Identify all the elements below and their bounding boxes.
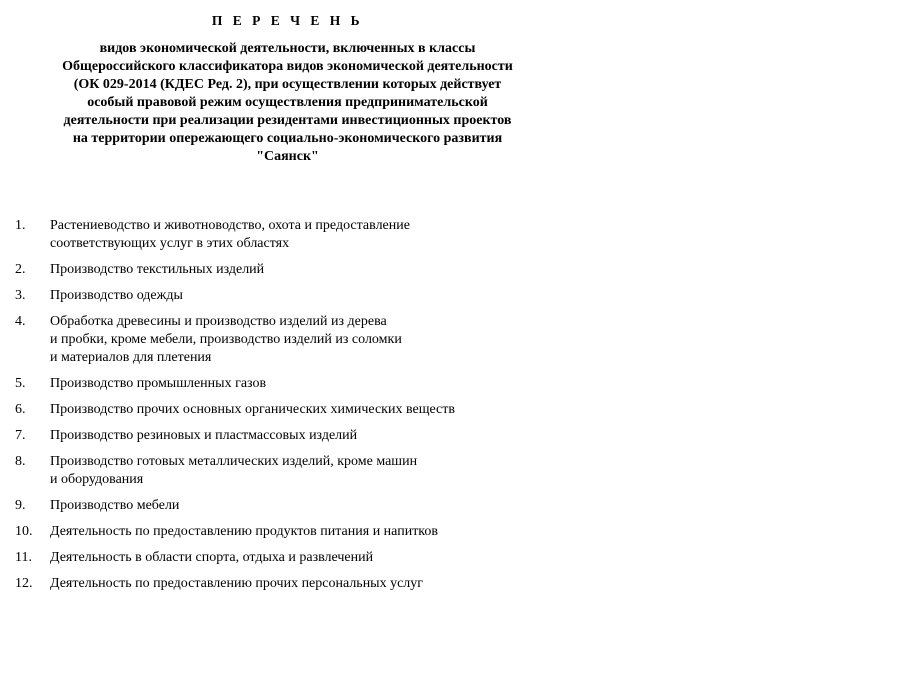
item-text bbox=[50, 287, 183, 305]
list-item bbox=[0, 523, 620, 541]
item-number: 7. bbox=[15, 428, 26, 443]
item-text bbox=[50, 523, 438, 541]
item-text bbox=[50, 549, 373, 567]
list-item bbox=[0, 497, 620, 515]
item-text bbox=[50, 261, 264, 279]
list-item bbox=[0, 575, 620, 593]
item-line: Производство резиновых и пластмассовых изделий bbox=[50, 428, 358, 443]
item-text bbox=[50, 497, 179, 515]
item-number: 4. bbox=[15, 314, 26, 329]
list-item bbox=[0, 287, 620, 305]
activity-list bbox=[0, 217, 620, 601]
item-line: Деятельность в области спорта, отдыха и развлечений bbox=[50, 550, 374, 565]
document-subtitle bbox=[0, 40, 575, 166]
item-number: 1. bbox=[15, 218, 26, 233]
item-text bbox=[50, 217, 410, 253]
item-number: 5. bbox=[15, 376, 26, 391]
item-line: Обработка древесины и производство изделий из дерева bbox=[50, 314, 387, 329]
document-title: П Е Р Е Ч Е Н Ь bbox=[211, 13, 364, 28]
item-line: Производство мебели bbox=[50, 498, 180, 513]
list-item bbox=[0, 549, 620, 567]
item-text bbox=[50, 375, 266, 393]
item-line: Деятельность по предоставлению продуктов питания и напитков bbox=[50, 524, 439, 539]
item-line: соответствующих услуг в этих областях bbox=[50, 236, 290, 251]
item-number: 2. bbox=[15, 262, 26, 277]
item-line: и пробки, кроме мебели, производство изделий из соломки bbox=[50, 332, 402, 347]
subtitle-line: деятельности при реализации резидентами инвестиционных проектов bbox=[63, 113, 512, 128]
item-number: 9. bbox=[15, 498, 26, 513]
subtitle-line: (ОК 029-2014 (КДЕС Ред. 2), при осуществлении которых действует bbox=[73, 77, 502, 92]
item-line: Растениеводство и животноводство, охота и предоставление bbox=[50, 218, 410, 233]
list-item bbox=[0, 217, 620, 253]
list-item bbox=[0, 453, 620, 489]
item-text bbox=[50, 313, 402, 367]
subtitle-line: Общероссийского классификатора видов экономической деятельности bbox=[62, 59, 513, 74]
list-item bbox=[0, 261, 620, 279]
item-line: Производство прочих основных органических химических веществ bbox=[50, 402, 455, 417]
item-line: и материалов для плетения bbox=[50, 350, 212, 365]
item-number: 3. bbox=[15, 288, 26, 303]
item-number: 11. bbox=[15, 550, 32, 565]
item-number: 8. bbox=[15, 454, 26, 469]
item-line: Производство текстильных изделий bbox=[50, 262, 265, 277]
document-heading bbox=[0, 12, 575, 166]
subtitle-line: на территории опережающего социально-экономического развития bbox=[72, 131, 503, 146]
list-item bbox=[0, 313, 620, 367]
list-item bbox=[0, 375, 620, 393]
item-number: 10. bbox=[15, 524, 33, 539]
item-text bbox=[50, 427, 357, 445]
subtitle-line: видов экономической деятельности, включенных в классы bbox=[99, 41, 476, 56]
list-item bbox=[0, 401, 620, 419]
item-text bbox=[50, 453, 417, 489]
item-line: Производство одежды bbox=[50, 288, 183, 303]
subtitle-line: особый правовой режим осуществления предпринимательской bbox=[87, 95, 488, 110]
subtitle-line: "Саянск" bbox=[256, 149, 319, 164]
item-text bbox=[50, 575, 423, 593]
item-line: и оборудования bbox=[50, 472, 144, 487]
list-item bbox=[0, 427, 620, 445]
item-number: 12. bbox=[15, 576, 33, 591]
item-line: Деятельность по предоставлению прочих персональных услуг bbox=[50, 576, 424, 591]
item-number: 6. bbox=[15, 402, 26, 417]
item-line: Производство промышленных газов bbox=[50, 376, 267, 391]
item-text bbox=[50, 401, 455, 419]
item-line: Производство готовых металлических изделий, кроме машин bbox=[50, 454, 418, 469]
